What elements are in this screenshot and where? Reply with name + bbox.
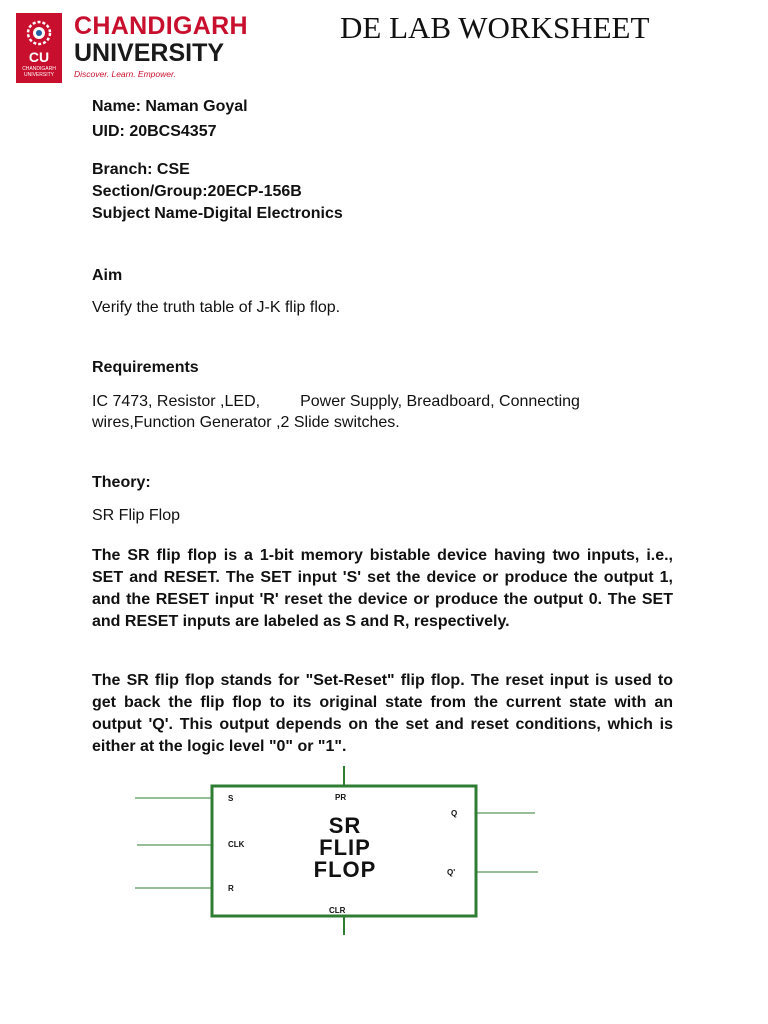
university-logo <box>16 12 248 85</box>
label-s: S <box>228 794 234 803</box>
label-r: R <box>228 884 234 893</box>
logo-emblem-text: CU <box>28 49 50 65</box>
requirements-line-2: wires,Function Generator ,2 Slide switches. <box>92 414 400 431</box>
logo-tagline: Discover. Learn. Empower. <box>74 69 176 79</box>
label-q-bar: Q' <box>447 868 456 877</box>
document-title: DE LAB WORKSHEET <box>340 10 650 45</box>
logo-line-1: CHANDIGARH <box>74 12 248 40</box>
student-branch: Branch: CSE <box>92 161 190 178</box>
flip-flop-center-label <box>285 815 405 881</box>
student-section: Section/Group:20ECP-156B <box>92 183 302 200</box>
center-line-3: FLOP <box>313 857 377 882</box>
gear-emblem-icon <box>22 17 56 49</box>
logo-line-2: UNIVERSITY <box>74 39 225 67</box>
center-line-2: FLIP <box>319 835 371 860</box>
label-clk: CLK <box>228 840 245 849</box>
label-q: Q <box>451 809 458 818</box>
aim-heading: Aim <box>92 267 123 284</box>
label-pr: PR <box>335 793 347 802</box>
requirements-heading: Requirements <box>92 359 199 376</box>
center-line-1: SR <box>328 813 362 838</box>
theory-subheading: SR Flip Flop <box>92 507 181 524</box>
theory-paragraph-2: The SR flip flop stands for "Set-Reset" flip flop. The reset input is used to get back the flip flop to its original state from the current state with an output 'Q'. This output depends on the set and reset conditions, which is either at the logic level "0" or "1". <box>92 672 673 755</box>
student-name: Name: Naman Goyal <box>92 98 248 115</box>
aim-text: Verify the truth table of J-K flip flop. <box>92 299 341 316</box>
requirements-line-1: IC 7473, Resistor ,LED, Power Supply, Breadboard, Connecting <box>92 393 580 410</box>
logo-emblem-subtext: CHANDIGARH UNIVERSITY <box>22 66 56 78</box>
subject-name: Subject Name-Digital Electronics <box>92 205 343 222</box>
logo-emblem <box>16 13 62 83</box>
label-clr: CLR <box>329 906 346 915</box>
sr-flip-flop-diagram <box>135 763 540 938</box>
theory-heading: Theory: <box>92 474 151 491</box>
logo-wordmark <box>74 13 248 79</box>
theory-paragraph-1: The SR flip flop is a 1-bit memory bistable device having two inputs, i.e., SET and RESET. The SET input 'S' set the device or produce the output 1, and the RESET input 'R' reset the device or produce the output 0. The SET and RESET inputs are labeled as S and R, respectively. <box>92 547 673 630</box>
student-uid: UID: 20BCS4357 <box>92 123 217 140</box>
